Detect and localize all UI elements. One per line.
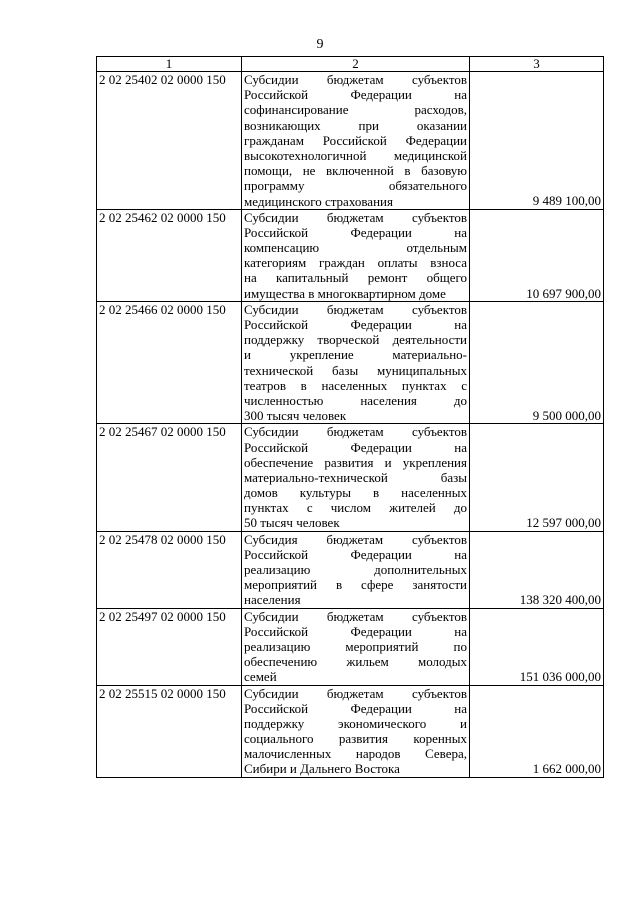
description-line: Российской Федерации на <box>244 317 467 332</box>
amount-cell: 9 500 000,00 <box>470 301 604 424</box>
description-line: 50 тысяч человек <box>244 515 340 531</box>
classification-code: 2 02 25402 02 0000 150 <box>97 72 242 210</box>
description-line: Сибири и Дальнего Востока <box>244 761 400 777</box>
description-line: Российской Федерации на <box>244 87 467 103</box>
classification-code: 2 02 25467 02 0000 150 <box>97 424 242 531</box>
classification-code: 2 02 25462 02 0000 150 <box>97 209 242 301</box>
amount-cell: 10 697 900,00 <box>470 209 604 301</box>
description-line: Субсидии бюджетам субъектов <box>244 72 467 87</box>
description-cell <box>242 301 470 424</box>
description-line: категориям граждан оплаты взноса <box>244 255 467 271</box>
description-line: на капитальный ремонт общего <box>244 270 467 286</box>
budget-table <box>96 56 604 778</box>
header-col-1: 1 <box>97 57 242 72</box>
description-line: социального развития коренных <box>244 731 467 747</box>
table-row <box>97 72 604 210</box>
description-line: Субсидии бюджетам субъектов <box>244 209 467 225</box>
description-cell <box>242 209 470 301</box>
amount-cell: 151 036 000,00 <box>470 608 604 685</box>
description-line: медицинского страхования <box>244 193 393 209</box>
table-row <box>97 209 604 301</box>
classification-code: 2 02 25497 02 0000 150 <box>97 608 242 685</box>
description-line: Субсидия бюджетам субъектов <box>244 531 467 547</box>
amount-cell: 138 320 400,00 <box>470 531 604 608</box>
description-line: населения <box>244 592 301 608</box>
description-line: пунктах с числом жителей до <box>244 500 467 516</box>
table-row <box>97 685 604 777</box>
table-row <box>97 531 604 608</box>
description-line: семей <box>244 669 277 685</box>
header-col-3: 3 <box>470 57 604 72</box>
description-line: Российской Федерации на <box>244 224 467 240</box>
description-line: Российской Федерации на <box>244 700 467 716</box>
description-line: Субсидии бюджетам субъектов <box>244 424 467 440</box>
description-line: гражданам Российской Федерации <box>244 132 467 148</box>
description-line: высокотехнологичной медицинской <box>244 147 467 163</box>
description-line: обеспечению жильем молодых <box>244 654 467 670</box>
description-line: технической базы муниципальных <box>244 362 467 378</box>
description-line: Субсидии бюджетам субъектов <box>244 685 467 701</box>
description-line: Субсидии бюджетам субъектов <box>244 608 467 624</box>
amount-cell: 9 489 100,00 <box>470 72 604 210</box>
description-line: реализацию дополнительных <box>244 562 467 577</box>
description-line: помощи, не включенной в базовую <box>244 163 467 179</box>
description-line: возникающих при оказании <box>244 117 467 133</box>
amount-cell: 12 597 000,00 <box>470 424 604 531</box>
description-line: Российской Федерации на <box>244 623 467 639</box>
classification-code: 2 02 25478 02 0000 150 <box>97 531 242 608</box>
table-row <box>97 424 604 531</box>
description-line: поддержку экономического и <box>244 715 467 731</box>
description-line: малочисленных народов Севера, <box>244 746 467 762</box>
description-line: софинансирование расходов, <box>244 102 467 118</box>
description-line: поддержку творческой деятельности <box>244 332 467 348</box>
description-line: 300 тысяч человек <box>244 408 347 424</box>
amount-cell: 1 662 000,00 <box>470 685 604 777</box>
description-line: Субсидии бюджетам субъектов <box>244 301 467 317</box>
description-line: программу обязательного <box>244 178 467 194</box>
description-line: численностью населения до <box>244 392 467 408</box>
table-row <box>97 608 604 685</box>
description-line: имущества в многоквартирном доме <box>244 285 446 301</box>
description-cell <box>242 72 470 210</box>
description-cell <box>242 608 470 685</box>
description-line: театров в населенных пунктах с <box>244 377 467 393</box>
description-cell <box>242 685 470 777</box>
description-line: обеспечение развития и укрепления <box>244 454 467 470</box>
description-line: реализацию мероприятий по <box>244 638 467 654</box>
description-line: мероприятий в сфере занятости <box>244 577 467 593</box>
description-line: компенсацию отдельным <box>244 240 467 256</box>
description-line: Российской Федерации на <box>244 546 467 562</box>
description-line: домов культуры в населенных <box>244 485 467 501</box>
description-line: материально-технической базы <box>244 469 467 485</box>
classification-code: 2 02 25515 02 0000 150 <box>97 685 242 777</box>
description-line: Российской Федерации на <box>244 439 467 455</box>
page-number: 9 <box>316 37 324 52</box>
table-row <box>97 301 604 424</box>
header-col-2: 2 <box>242 57 470 72</box>
description-cell <box>242 531 470 608</box>
description-cell <box>242 424 470 531</box>
classification-code: 2 02 25466 02 0000 150 <box>97 301 242 424</box>
table-header-row <box>97 57 604 72</box>
description-line: и укрепление материально- <box>244 347 467 363</box>
